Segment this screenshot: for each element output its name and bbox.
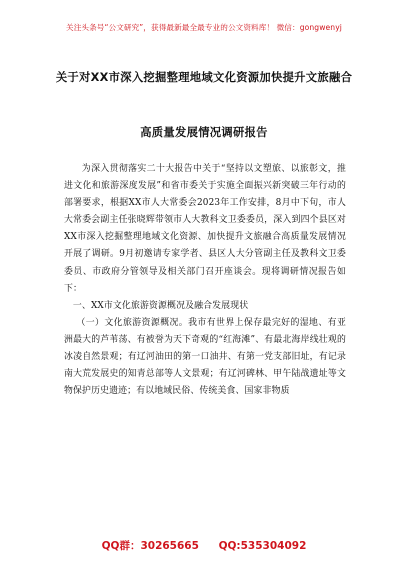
footer-contact [0, 538, 408, 553]
footer-qq-number: QQ:535304092 [218, 540, 307, 552]
section-heading-1: 一、XX市文化旅游资源概况及融合发展现状 [72, 300, 249, 311]
intro-paragraph: 为深入贯彻落实二十大报告中关于“坚持以文塑旅、以旅彰文，推进文化和旅游深度发展”和省市委关于实施全面振兴新突破三年行动的部署要求，根据XX市人大常委会2023年工作安排，8月中下旬，市人大常委会副主任张晓辉带领市人大教科文卫委委员，深入到四个县区对XX市深入挖掘整理地域文化资源、加快提升文旅融合高质量发展情况开展了调研。9月初邀请专家学者、县区人大分管副主任及教科文卫委委员、市政府分管领导及相关部门召开座谈会。现将调研情况报告如下： [64, 164, 346, 294]
document-title-line-2: 高质量发展情况调研报告 [140, 126, 268, 139]
header-banner: 关注头条号“公文研究”，获得最新最全最专业的公文资料库！ 微信：gongwenyj [66, 23, 342, 32]
footer-qq-group: QQ群：30265665 [101, 540, 199, 552]
paragraph-resources-overview: （一）文化旅游资源概况。我市有世界上保存最完好的湿地、有亚洲最大的芦苇荡、有被誉为天下奇观的“红海滩”、有最北海岸线壮观的冰凌自然景观；有辽河油田的第一口油井、有第一党支部旧址，有记录南大荒发展史的知青总部等人文景观；有辽河碑林、甲午陆战遗址等文物保护历史遗迹；有以地域民俗、传统美食、国家非物质 [64, 317, 346, 397]
document-body [64, 161, 346, 400]
document-title-line-1: 关于对XX市深入挖掘整理地域文化资源加快提升文旅融合 [55, 71, 353, 84]
